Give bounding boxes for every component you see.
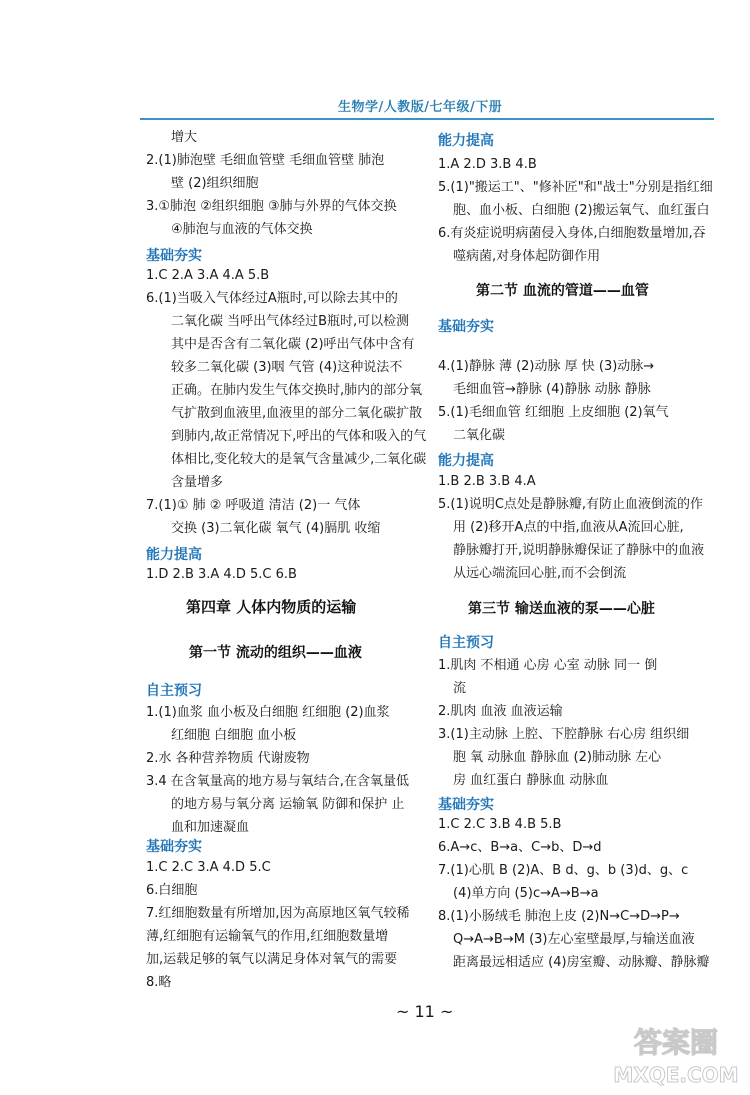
answer-line: 胞、血小板、白细胞 (2)搬运氧气、血红蛋白 [453, 203, 710, 218]
answer-line: 胞 氧 动脉血 静脉血 (2)肺动脉 左心 [453, 750, 662, 765]
answer-line: 加,运载足够的氧气以满足身体对氧气的需要 [146, 952, 398, 967]
answer-line: 3.(1)主动脉 上腔、下腔静脉 右心房 组织细 [438, 727, 690, 742]
answer-line: 5.(1)"搬运工"、"修补匠"和"战士"分别是指红细 [438, 180, 713, 195]
answer-line: 1.(1)血浆 血小板及白细胞 红细胞 (2)血浆 [146, 705, 390, 720]
answer-line: 壁 (2)组织细胞 [171, 176, 259, 191]
answer-line: 1.C 2.C 3.A 4.D 5.C [146, 860, 271, 875]
answer-line: 6.白细胞 [146, 883, 198, 898]
section-heading: 能力提高 [146, 547, 202, 563]
section-heading: 基础夯实 [438, 319, 494, 335]
section-heading: 基础夯实 [146, 248, 202, 264]
header-rule [140, 118, 714, 120]
section-heading: 能力提高 [438, 453, 494, 469]
section-heading: 自主预习 [146, 683, 202, 699]
answer-line: 1.C 2.C 3.B 4.B 5.B [438, 817, 562, 832]
answer-line: 3.①肺泡 ②组织细胞 ③肺与外界的气体交换 [146, 199, 397, 214]
answer-line: 1.肌肉 不相通 心房 心室 动脉 同一 倒 [438, 658, 658, 673]
chapter-heading: 第四章 人体内物质的运输 [186, 598, 357, 616]
answer-line: 正确。在肺内发生气体交换时,肺内的部分氧 [171, 383, 423, 398]
answer-line: 7.(1)心肌 B (2)A、B d、g、b (3)d、g、c [438, 863, 689, 878]
answer-line: ④肺泡与血液的气体交换 [171, 222, 313, 237]
section-heading: 自主预习 [438, 635, 494, 651]
answer-line: 1.A 2.D 3.B 4.B [438, 157, 537, 172]
watermark-line1: 答案圈 [633, 1026, 719, 1059]
section-heading: 基础夯实 [438, 797, 494, 813]
answer-line: 红细胞 白细胞 血小板 [171, 728, 297, 743]
answer-line: 静脉瓣打开,说明静脉瓣保证了静脉中的血液 [453, 543, 705, 558]
answer-line: 含量增多 [171, 475, 224, 490]
answer-line: 2.水 各种营养物质 代谢废物 [146, 751, 310, 766]
answer-line: 1.B 2.B 3.B 4.A [438, 474, 536, 489]
answer-line: 二氧化碳 [453, 428, 506, 443]
answer-line: 6.(1)当吸入气体经过A瓶时,可以除去其中的 [146, 291, 398, 306]
answer-line: 8.(1)小肠绒毛 肺泡上皮 (2)N→C→D→P→ [438, 909, 680, 924]
page-number: ~ 11 ~ [396, 1002, 454, 1021]
subsection-heading: 第二节 血流的管道——血管 [476, 283, 649, 299]
answer-line: 4.(1)静脉 薄 (2)动脉 厚 快 (3)动脉→ [438, 359, 655, 374]
answer-line: 6.A→c、B→a、C→b、D→d [438, 840, 602, 855]
answer-line: 1.C 2.A 3.A 4.A 5.B [146, 268, 270, 283]
answer-line: 从远心端流回心脏,而不会倒流 [453, 566, 627, 581]
answer-line: 1.D 2.B 3.A 4.D 5.C 6.B [146, 567, 297, 582]
answer-line: 流 [453, 681, 467, 696]
answer-line: 交换 (3)二氧化碳 氧气 (4)膈肌 收缩 [171, 521, 381, 536]
answer-line: 5.(1)说明C点处是静脉瓣,有防止血液倒流的作 [438, 497, 704, 512]
answer-line: 距离最远相适应 (4)房室瓣、动脉瓣、静脉瓣 [453, 955, 710, 970]
answer-line: 薄,红细胞有运输氧气的作用,红细胞数量增 [146, 929, 389, 944]
subsection-heading: 第一节 流动的组织——血液 [189, 645, 362, 661]
answer-line: 7.红细胞数量有所增加,因为高原地区氧气较稀 [146, 906, 410, 921]
answer-line: 3.4 在含氧量高的地方易与氧结合,在含氧量低 [146, 774, 409, 789]
answer-line: 2.(1)肺泡壁 毛细血管壁 毛细血管壁 肺泡 [146, 153, 385, 168]
answer-line: 气扩散到血液里,血液里的部分二氧化碳扩散 [171, 406, 423, 421]
answer-line: 其中是否含有二氧化碳 (2)呼出气体中含有 [171, 337, 415, 352]
answer-line: Q→A→B→M (3)左心室壁最厚,与输送血液 [453, 932, 695, 947]
answer-line: 到肺内,故正常情况下,呼出的气体和吸入的气 [171, 429, 427, 444]
answer-line: (4)单方向 (5)c→A→B→a [453, 886, 599, 901]
answer-line: 的地方易与氧分离 运输氧 防御和保护 止 [171, 797, 405, 812]
answer-line: 8.略 [146, 975, 172, 990]
subsection-heading: 第三节 输送血液的泵——心脏 [468, 601, 655, 617]
answer-line: 7.(1)① 肺 ② 呼吸道 清洁 (2)一 气体 [146, 498, 361, 513]
answer-line: 体相比,变化较大的是氧气含量减少,二氧化碳 [171, 452, 427, 467]
answer-line: 二氧化碳 当呼出气体经过B瓶时,可以检测 [171, 314, 410, 329]
answer-line: 6.有炎症说明病菌侵入身体,白细胞数量增加,吞 [438, 226, 706, 241]
answer-line: 噬病菌,对身体起防御作用 [453, 249, 601, 264]
answer-line: 2.肌肉 血液 血液运输 [438, 704, 563, 719]
header-title: 生物学/人教版/七年级/下册 [338, 100, 503, 115]
answer-line: 房 血红蛋白 静脉血 动脉血 [453, 773, 609, 788]
section-heading: 能力提高 [438, 133, 494, 149]
answer-line: 5.(1)毛细血管 红细胞 上皮细胞 (2)氧气 [438, 405, 669, 420]
watermark-line2: MXQE.COM [613, 1063, 739, 1087]
answer-line: 增大 [171, 130, 198, 145]
answer-line: 较多二氧化碳 (3)咽 气管 (4)这种说法不 [171, 360, 403, 375]
watermark-logo [612, 1022, 740, 1088]
section-heading: 基础夯实 [146, 839, 202, 855]
answer-line: 血和加速凝血 [171, 820, 250, 835]
answer-line: 毛细血管→静脉 (4)静脉 动脉 静脉 [453, 382, 651, 397]
answer-line: 用 (2)移开A点的中指,血液从A流回心脏, [453, 520, 684, 535]
